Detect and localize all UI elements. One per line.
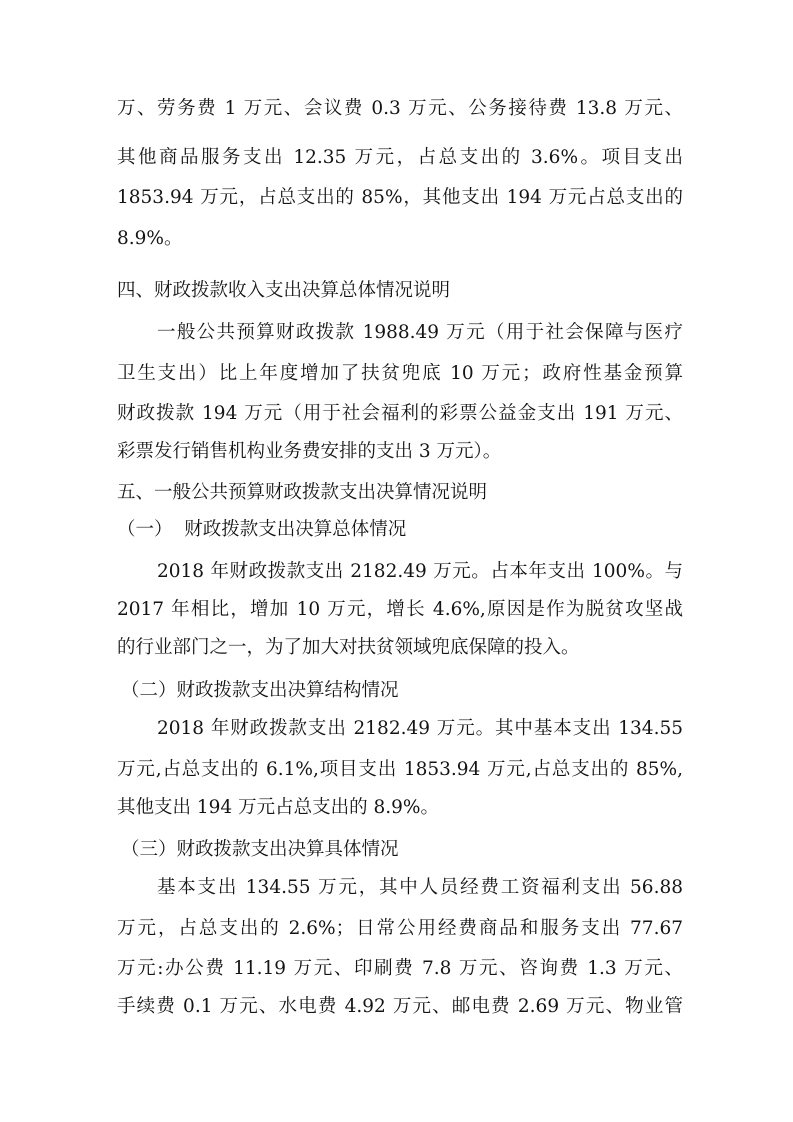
body-text-line: 其他支出 194 万元占总支出的 8.9%。: [117, 797, 439, 818]
section-heading-4: 四、财政拨款收入支出决算总体情况说明: [117, 280, 451, 301]
subsection-heading-1: （一） 财政拨款支出决算总体情况: [117, 519, 407, 540]
body-text-line: 万元，占总支出的 2.6%；日常公用经费商品和服务支出 77.67: [117, 918, 683, 939]
body-text-line: 2018 年财政拨款支出 2182.49 万元。占本年支出 100%。与: [157, 561, 683, 582]
body-text-line: 卫生支出）比上年度增加了扶贫兜底 10 万元；政府性基金预算: [117, 363, 683, 384]
body-text-line: 基本支出 134.55 万元，其中人员经费工资福利支出 56.88: [157, 877, 683, 898]
body-text-line: 8.9%。: [117, 228, 183, 249]
subsection-heading-3: （三）财政拨款支出决算具体情况: [121, 839, 399, 860]
body-text-line: 万元,占总支出的 6.1%,项目支出 1853.94 万元,占总支出的 85%,: [117, 759, 683, 780]
body-text-line: 财政拨款 194 万元（用于社会福利的彩票公益金支出 191 万元、: [117, 403, 683, 424]
section-heading-5: 五、一般公共预算财政拨款支出决算情况说明: [117, 482, 488, 503]
body-text-line: 1853.94 万元，占总支出的 85%，其他支出 194 万元占总支出的: [117, 187, 683, 208]
body-text-line: 其他商品服务支出 12.35 万元，占总支出的 3.6%。项目支出: [117, 147, 683, 168]
body-text-line: 2018 年财政拨款支出 2182.49 万元。其中基本支出 134.55: [157, 718, 683, 739]
body-text-line: 一般公共预算财政拨款 1988.49 万元（用于社会保障与医疗: [157, 322, 683, 343]
body-text-line: 的行业部门之一，为了加大对扶贫领域兜底保障的投入。: [117, 637, 580, 658]
body-text-line: 手续费 0.1 万元、水电费 4.92 万元、邮电费 2.69 万元、物业管: [117, 996, 683, 1017]
body-text-line: 万、劳务费 1 万元、会议费 0.3 万元、公务接待费 13.8 万元、: [117, 98, 683, 119]
subsection-heading-2: （二）财政拨款支出决算结构情况: [121, 680, 399, 701]
body-text-line: 2017 年相比，增加 10 万元，增长 4.6%,原因是作为脱贫攻坚战: [117, 599, 683, 620]
body-text-line: 彩票发行销售机构业务费安排的支出 3 万元）。: [117, 441, 502, 462]
body-text-line: 万元:办公费 11.19 万元、印刷费 7.8 万元、咨询费 1.3 万元、: [117, 958, 683, 979]
